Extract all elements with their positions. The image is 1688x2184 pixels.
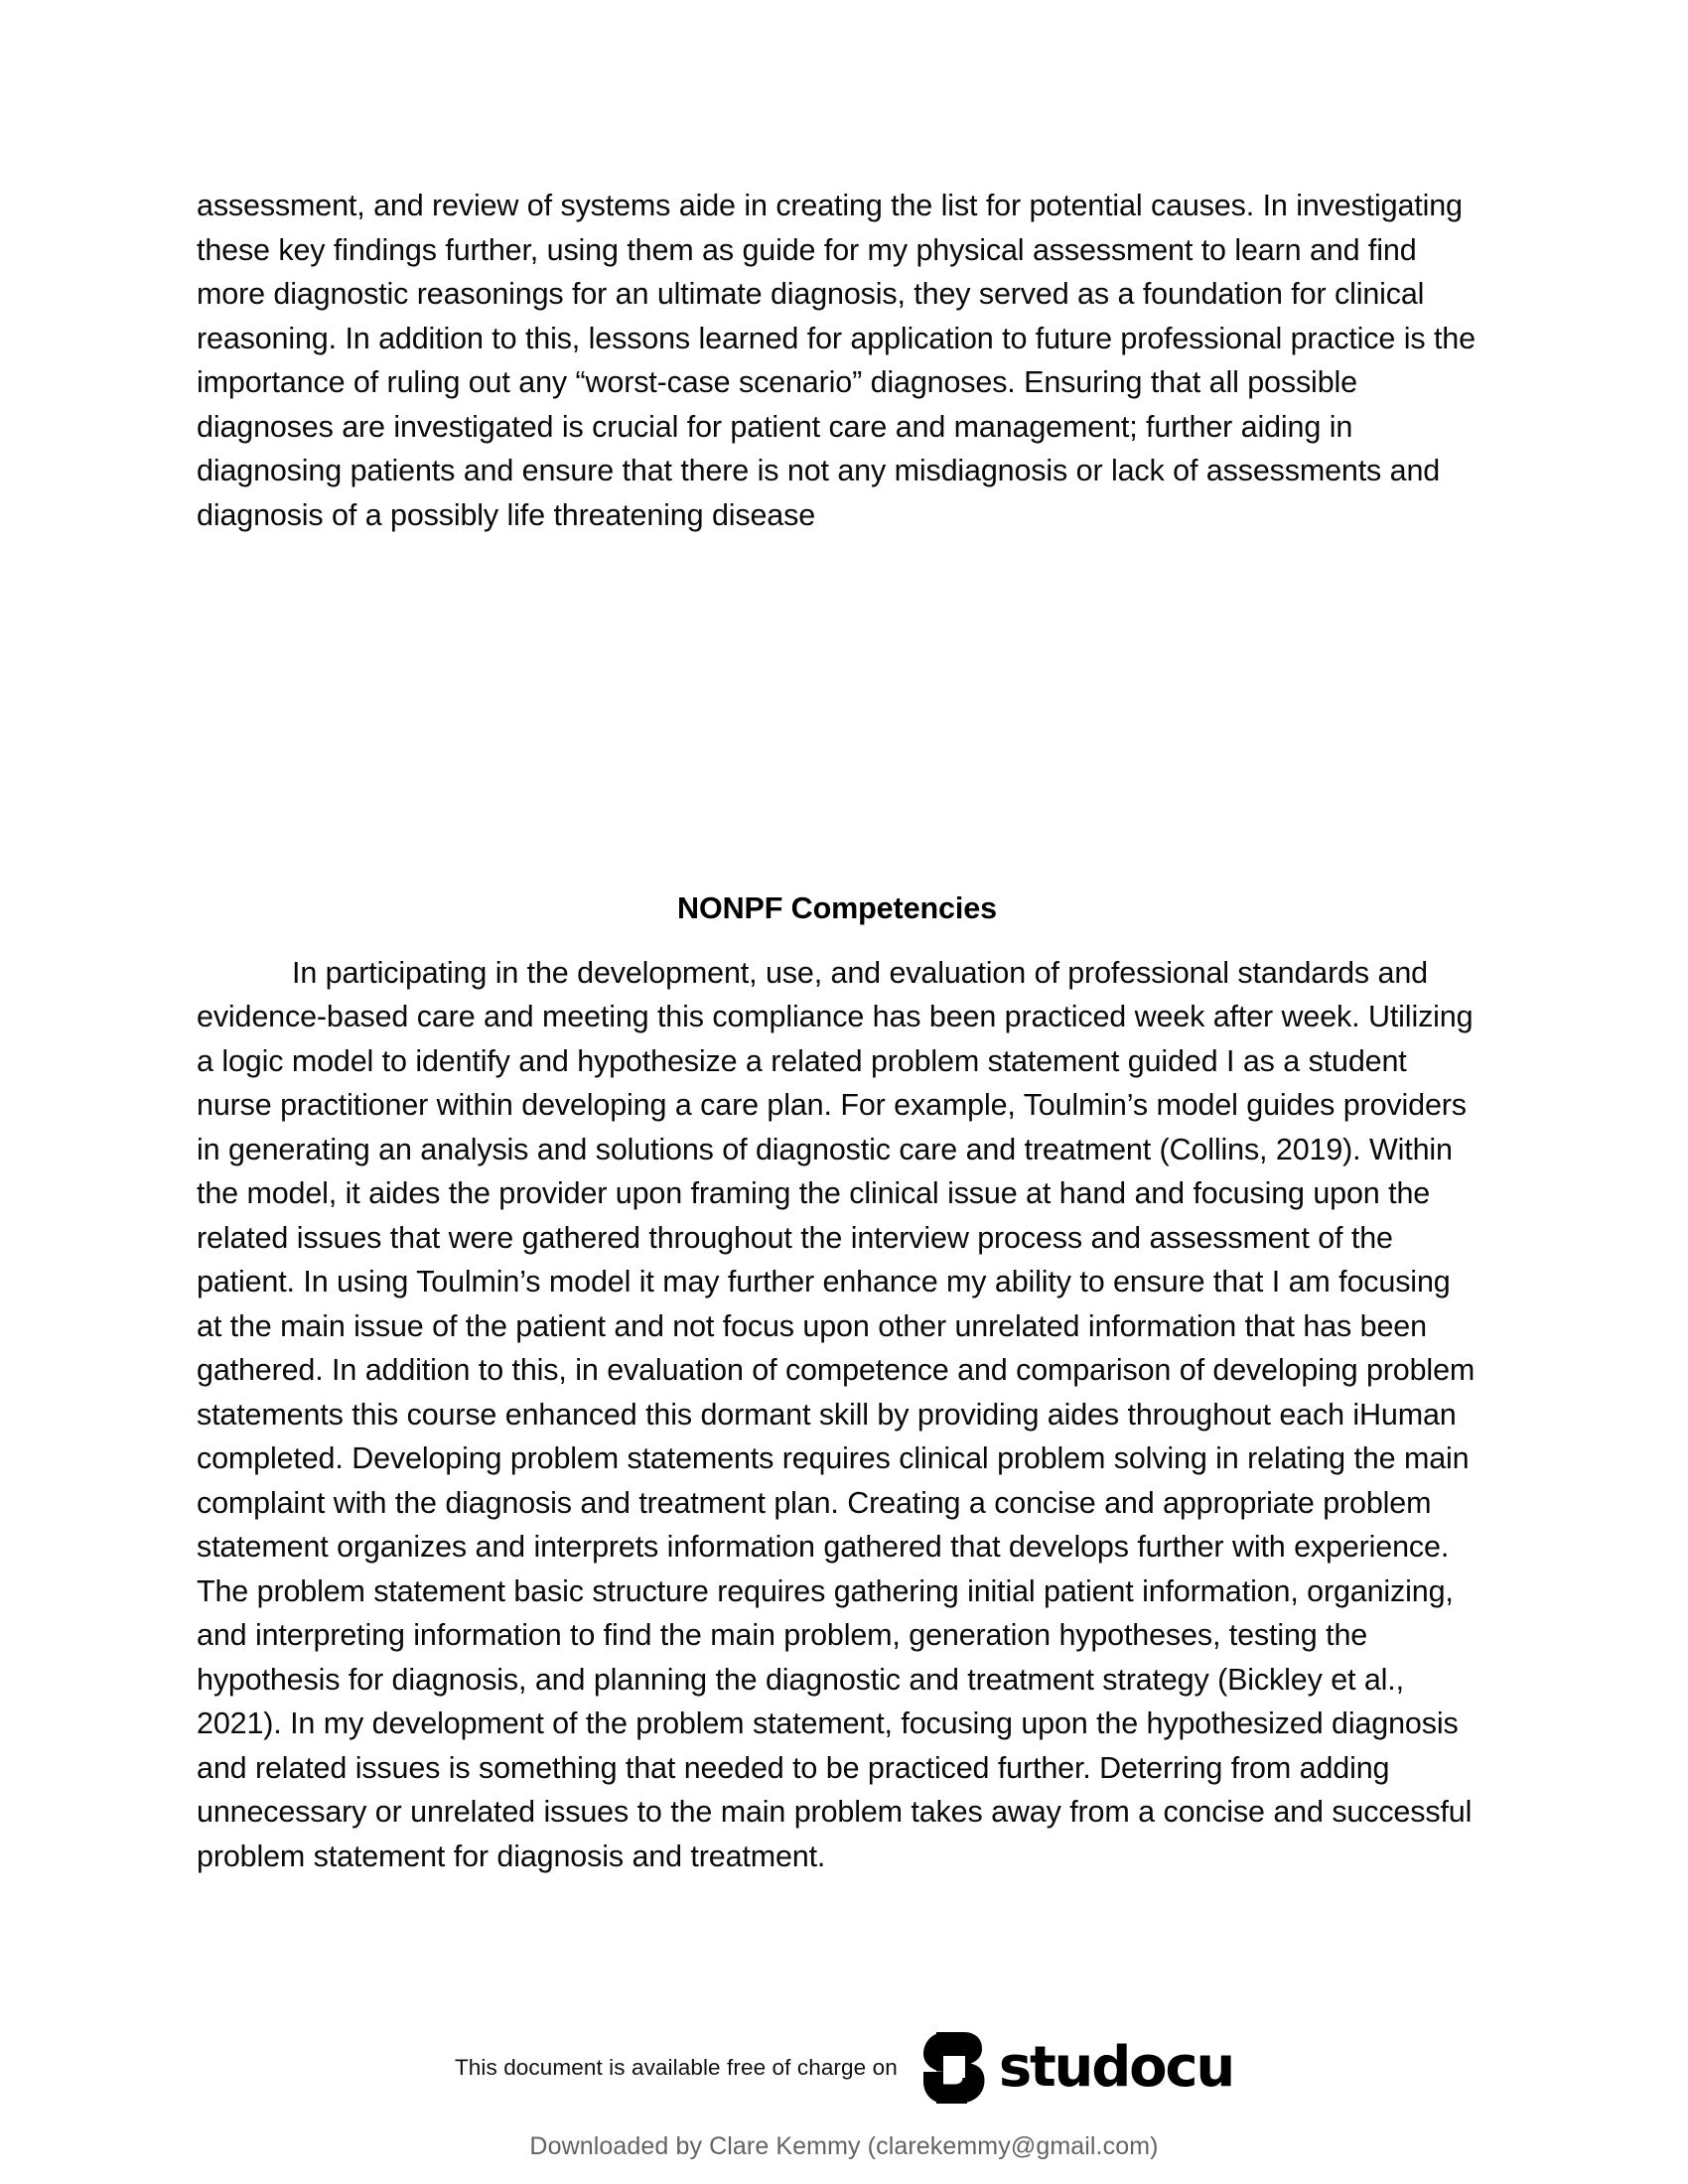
studocu-logo[interactable] <box>923 2032 1233 2104</box>
section-heading-nonpf-competencies: NONPF Competencies <box>677 891 997 925</box>
section-spacer <box>197 537 1477 887</box>
paragraph-continued-from-previous-page: assessment, and review of systems aide in creating the list for potential causes. In investigating these key findings further, using them as guide for my physical assessment to learn and find more diagnostic reasonings for an ultimate diagnosis, they served as a foundation for clinical reasoning. In addition to this, lessons learned for application to future professional practice is the importance of ruling out any “worst-case scenario” diagnoses. Ensuring that all possible diagnoses are investigated is crucial for patient care and management; further aiding in diagnosing patients and ensure that there is not any misdiagnosis or lack of assessments and diagnosis of a possibly life threatening disease <box>197 189 1476 532</box>
paragraph-nonpf-competencies: In participating in the development, use, and evaluation of professional standards and evidence-based care and meeting this compliance has been practiced week after week. Utilizing a logic model to identify and hypothesize a related problem statement guided I as a student nurse practitioner within developing a care plan. For example, Toulmin’s model guides providers in generating an analysis and solutions of diagnostic care and treatment (Collins, 2019). Within the model, it aides the provider upon framing the clinical issue at hand and focusing upon the related issues that were gathered throughout the interview process and assessment of the patient. In using Toulmin’s model it may further enhance my ability to ensure that I am focusing at the main issue of the patient and not focus upon other unrelated information that has been gathered. In addition to this, in evaluation of competence and comparison of developing problem statements this course enhanced this dormant skill by providing aides throughout each iHuman completed. Developing problem statements requires clinical problem solving in relating the main complaint with the diagnosis and treatment plan. Creating a concise and appropriate problem statement organizes and interprets information gathered that develops further with experience. The problem statement basic structure requires gathering initial patient information, organizing, and interpreting information to find the main problem, generation hypotheses, testing the hypothesis for diagnosis, and planning the diagnostic and treatment strategy (Bickley et al., 2021). In my development of the problem statement, focusing upon the hypothesized diagnosis and related issues is something that needed to be practiced further. Deterring from adding unnecessary or unrelated issues to the main problem takes away from a concise and successful problem statement for diagnosis and treatment. <box>197 955 1476 1873</box>
studocu-s-mark-icon <box>923 2032 985 2104</box>
page-footer <box>0 2025 1688 2161</box>
studocu-promo-banner <box>0 2025 1688 2111</box>
document-body <box>197 184 1477 1878</box>
promo-text: This document is available free of charge on <box>454 2055 898 2080</box>
studocu-wordmark: studocu <box>998 2035 1234 2100</box>
downloaded-by-text: Downloaded by Clare Kemmy (clarekemmy@gmail.com) <box>529 2132 1159 2160</box>
heading-gap <box>197 931 1477 951</box>
